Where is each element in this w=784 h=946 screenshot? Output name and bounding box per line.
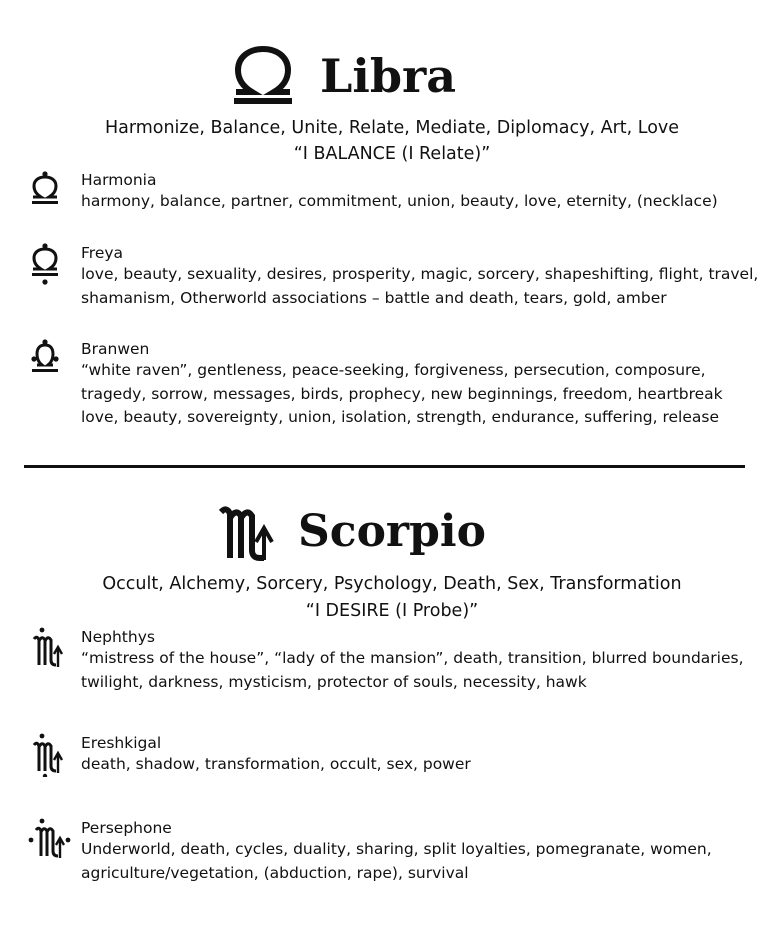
libra-name: Libra [320, 49, 457, 103]
deity-description: death, shadow, transformation, occult, sex, power [81, 755, 471, 773]
libra-sign-icon [28, 243, 76, 287]
scorpio-sign-icon [28, 627, 76, 671]
deity-name: Persephone [81, 819, 172, 837]
section-divider [24, 465, 745, 468]
deity-name: Ereshkigal [81, 734, 162, 752]
deity-name: Branwen [81, 340, 150, 358]
deity-name: Nephthys [81, 628, 155, 646]
libra-sign-icon [28, 170, 76, 214]
libra-sign-icon [232, 46, 294, 106]
deity-description: love, beauty, sovereignty, union, isolation, strength, endurance, suffering, release [81, 408, 719, 426]
libra-motto: “I BALANCE (I Relate)” [293, 144, 491, 164]
deity-description: agriculture/vegetation, (abduction, rape), survival [81, 863, 469, 882]
deity-description: “mistress of the house”, “lady of the mansion”, death, transition, blurred boundaries, [81, 649, 744, 667]
deity-name: Harmonia [81, 171, 157, 189]
scorpio-name: Scorpio [298, 506, 486, 557]
scorpio-sign-icon [218, 502, 274, 562]
libra-title [232, 46, 456, 106]
deity-description: Underworld, death, cycles, duality, sharing, split loyalties, pomegranate, women, [81, 840, 712, 858]
deity-description: tragedy, sorrow, messages, birds, prophecy, new beginnings, freedom, heartbreak [81, 384, 723, 403]
deity-description: twilight, darkness, mysticism, protector of souls, necessity, hawk [81, 672, 587, 691]
libra-sign-icon [28, 339, 76, 383]
deity-name: Freya [81, 244, 124, 262]
scorpio-sign-icon [28, 733, 76, 777]
deity-description: love, beauty, sexuality, desires, prosperity, magic, sorcery, shapeshifting, flight, travel, [81, 265, 759, 283]
scorpio-motto: “I DESIRE (I Probe)” [305, 601, 479, 621]
scorpio-keywords: Occult, Alchemy, Sorcery, Psychology, Death, Sex, Transformation [102, 574, 682, 594]
scorpio-sign-icon [28, 818, 76, 862]
libra-keywords: Harmonize, Balance, Unite, Relate, Mediate, Diplomacy, Art, Love [104, 118, 680, 138]
deity-description: “white raven”, gentleness, peace-seeking, forgiveness, persecution, composure, [81, 361, 706, 379]
deity-description: shamanism, Otherworld associations – battle and death, tears, gold, amber [81, 288, 667, 307]
deity-description: harmony, balance, partner, commitment, union, beauty, love, eternity, (necklace) [81, 192, 718, 210]
scorpio-title [218, 502, 486, 562]
